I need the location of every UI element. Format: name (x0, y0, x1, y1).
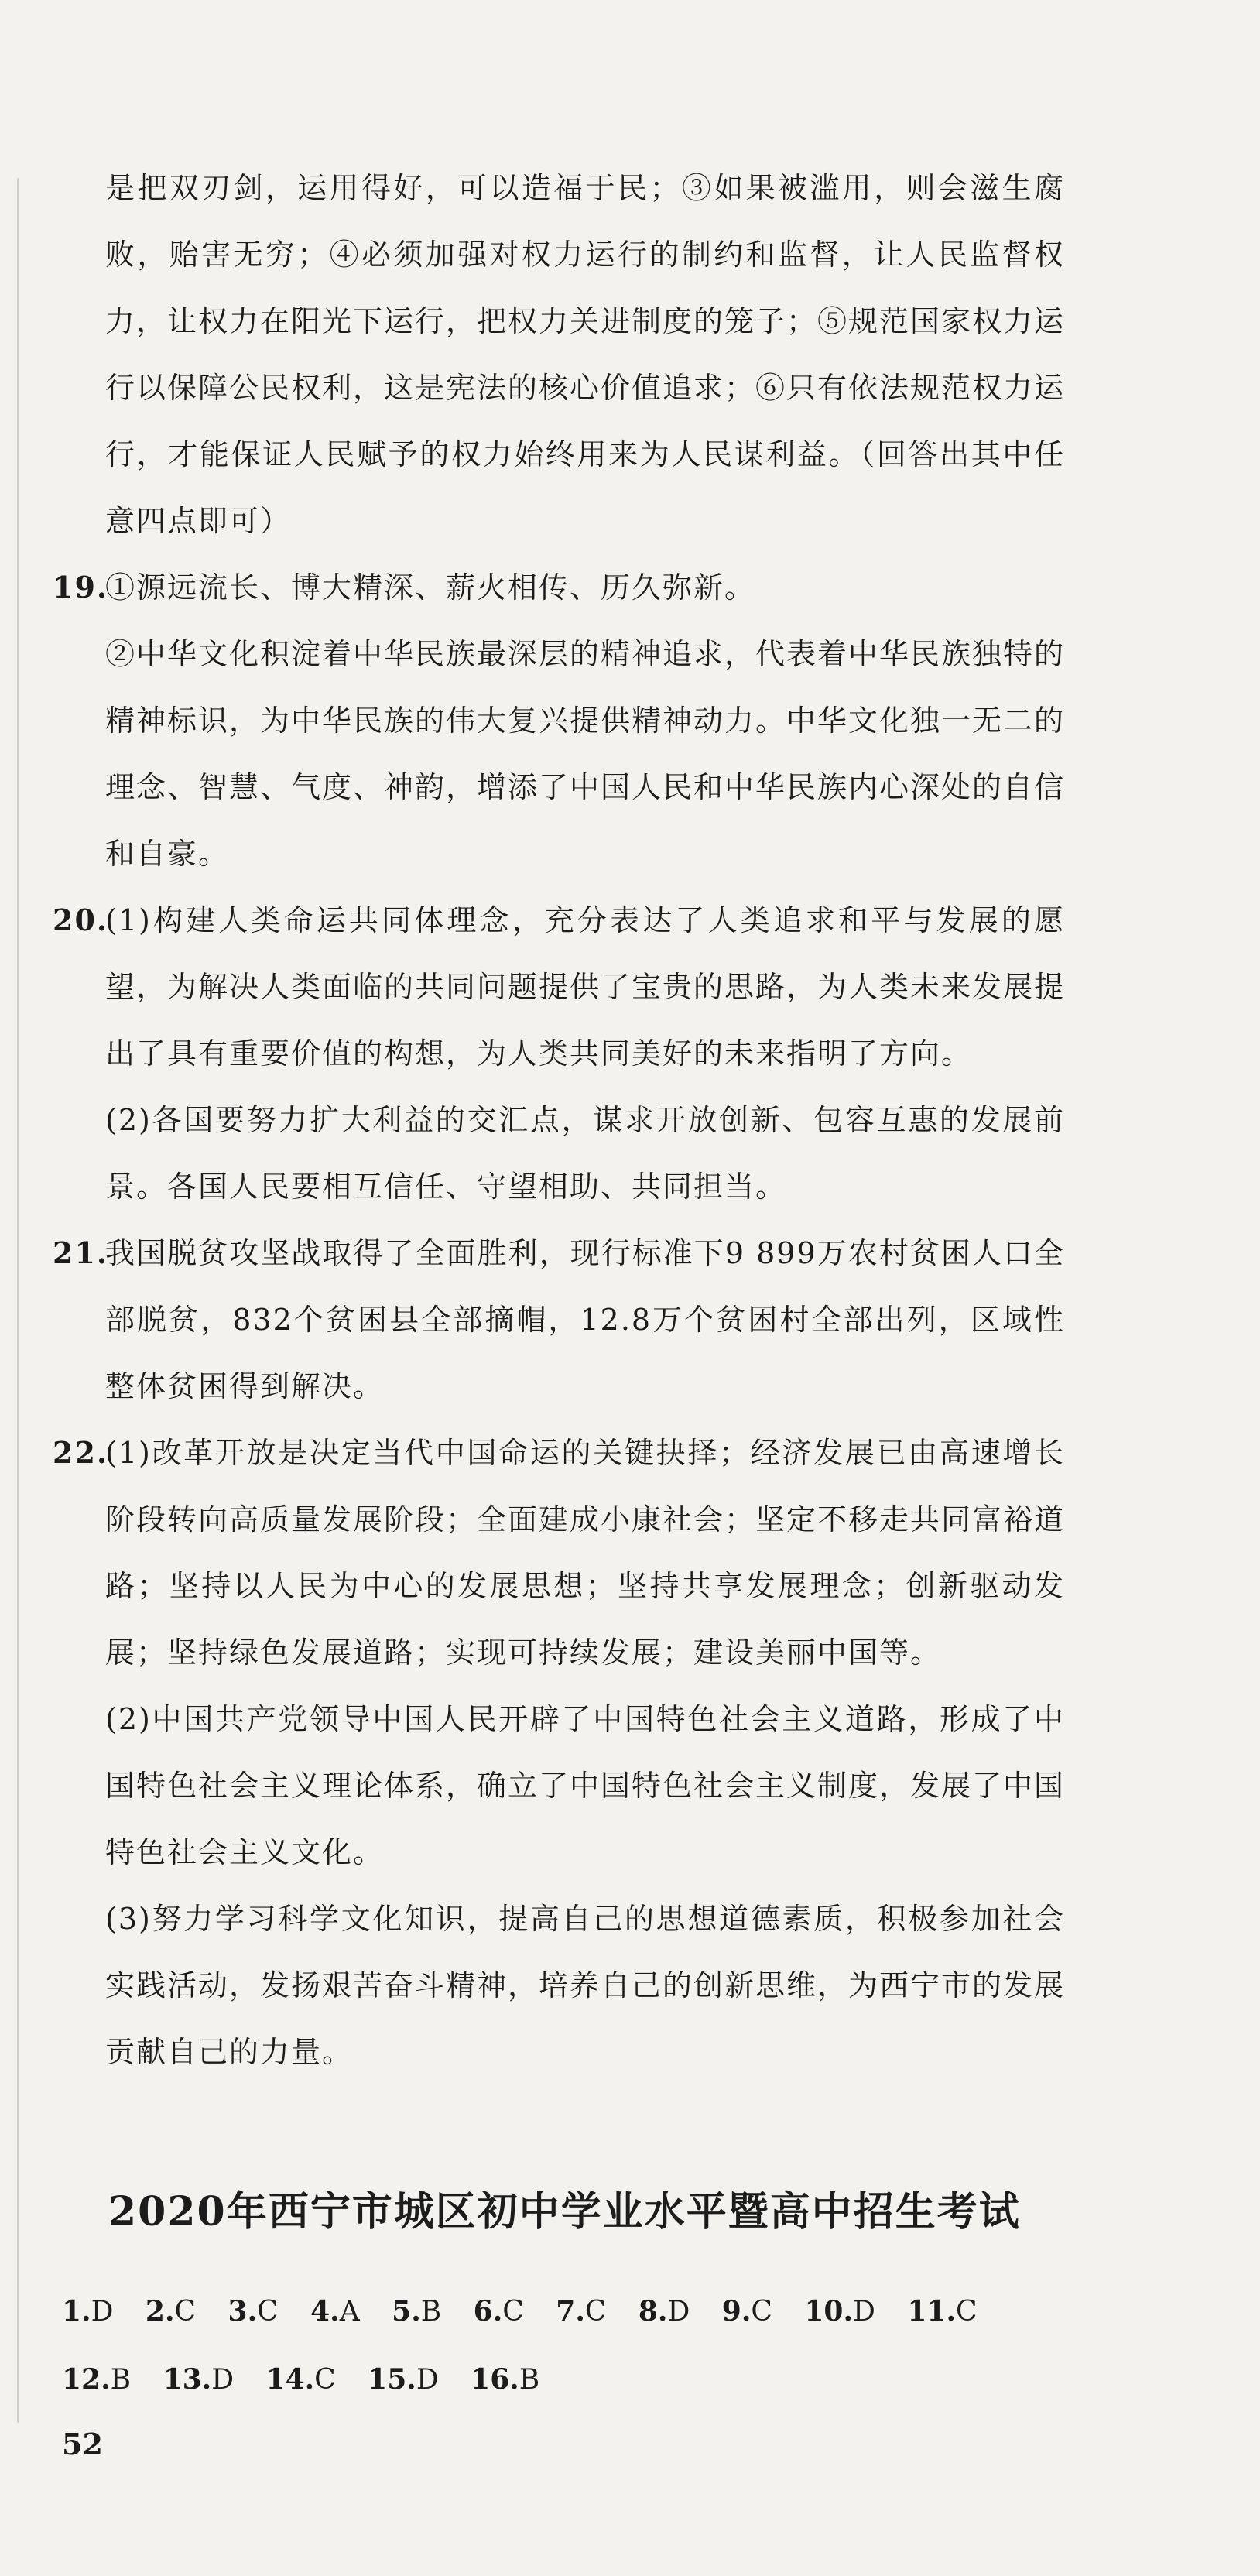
answer-letter: C (502, 2296, 524, 2328)
answer-item (163, 2363, 235, 2396)
answer-number: 12. (62, 2363, 111, 2396)
answer-number: 4. (310, 2295, 340, 2328)
answer-letter: C (257, 2296, 279, 2328)
answer-paragraph: (2)各国要努力扩大利益的交汇点，谋求开放创新、包容互惠的发展前景。各国人民要相互信任、守望相助、共同担当。 (105, 1103, 1065, 1204)
answer-number: 13. (163, 2363, 212, 2396)
answer-item (722, 2295, 772, 2328)
answer-item (474, 2295, 524, 2328)
exam-title: 2020年西宁市城区初中学业水平暨高中招生考试 (108, 2188, 1021, 2235)
answer-number: 9. (721, 2295, 752, 2328)
answer-number: 2. (145, 2295, 175, 2328)
answer-number: 16. (471, 2363, 519, 2396)
answer-number: 5. (392, 2295, 421, 2328)
question-20 (53, 887, 1066, 1220)
question-21 (53, 1220, 1065, 1420)
answer-number: 11. (907, 2295, 956, 2328)
answer-letter: D (416, 2364, 439, 2396)
question-19 (53, 554, 1066, 887)
question-number: 21. (53, 1235, 109, 1270)
answer-item (639, 2295, 690, 2328)
answer-letter: C (751, 2296, 772, 2328)
answer-row (62, 2363, 1001, 2431)
answer-number: 10. (804, 2295, 854, 2328)
page-number: 52 (62, 2427, 103, 2461)
answer-letter: C (314, 2364, 336, 2396)
answer-item (228, 2295, 279, 2328)
answer-letter: C (174, 2296, 197, 2328)
answer-letter: D (853, 2296, 875, 2328)
answer-letter: B (110, 2364, 132, 2396)
answer-paragraph: (2)中国共产党领导中国人民开辟了中国特色社会主义道路，形成了中国特色社会主义理论体系，确立了中国特色社会主义制度，发展了中国特色社会主义文化。 (105, 1702, 1066, 1869)
answer-paragraph: (1)改革开放是决定当代中国命运的关键抉择；经济发展已由高速增长阶段转向高质量发展阶段；全面建成小康社会；坚定不移走共同富裕道路；坚持以人民为中心的发展思想；坚持共享发展理念；创新驱动发展；坚持绿色发展道路；实现可持续发展；建设美丽中国等。 (105, 1436, 1066, 1670)
answer-letter: D (667, 2296, 690, 2328)
answer-letter: D (211, 2364, 235, 2396)
answer-item (266, 2363, 336, 2396)
answer-letter: B (420, 2296, 442, 2328)
answer-number: 8. (638, 2295, 668, 2328)
answer-letter: D (91, 2296, 114, 2328)
answer-page (53, 155, 1066, 2085)
answer-letter: B (519, 2364, 540, 2396)
answer-item (368, 2363, 439, 2396)
answer-number: 14. (265, 2363, 315, 2396)
answer-item (62, 2363, 131, 2396)
answer-paragraph: (1)构建人类命运共同体理念，充分表达了人类追求和平与发展的愿望，为解决人类面临的共同问题提供了宝贵的思路，为人类未来发展提出了具有重要价值的构想，为人类共同美好的未来指明了方向。 (105, 903, 1066, 1070)
answer-item (907, 2295, 977, 2328)
answer-item (471, 2363, 539, 2396)
question-number: 20. (53, 903, 109, 937)
answer-item (556, 2295, 606, 2328)
question-number: 19. (53, 570, 109, 605)
answer-item (804, 2295, 875, 2328)
answer-item (62, 2295, 113, 2328)
question-22 (53, 1420, 1066, 2085)
answer-number: 1. (62, 2295, 91, 2328)
answer-paragraph: (3)努力学习科学文化知识，提高自己的思想道德素质，积极参加社会实践活动，发扬艰苦奋斗精神，培养自己的创新思维，为西宁市的发展贡献自己的力量。 (105, 1902, 1066, 2069)
answer-letter: C (955, 2296, 978, 2328)
answer-item (392, 2295, 441, 2328)
answer-row (62, 2295, 1001, 2363)
answer-number: 15. (368, 2363, 416, 2396)
answer-paragraph: 我国脱贫攻坚战取得了全面胜利，现行标准下9 899万农村贫困人口全部脱贫，832个贫困县全部摘帽，12.8万个贫困村全部出列，区域性整体贫困得到解决。 (105, 1236, 1065, 1403)
answer-number: 3. (228, 2295, 258, 2328)
continuation-paragraph: 是把双刃剑，运用得好，可以造福于民；③如果被滥用，则会滋生腐败，贻害无穷；④必须加强对权力运行的制约和监督，让人民监督权力，让权力在阳光下运行，把权力关进制度的笼子；⑤规范国家权力运行以保障公民权利，这是宪法的核心价值追求；⑥只有依法规范权力运行，才能保证人民赋予的权力始终用来为人民谋利益。（回答出其中任意四点即可） (105, 171, 1066, 538)
answer-paragraph: ②中华文化积淀着中华民族最深层的精神追求，代表着中华民族独特的精神标识，为中华民族的伟大复兴提供精神动力。中华文化独一无二的理念、智慧、气度、神韵，增添了中国人民和中华民族内心深处的自信和自豪。 (105, 637, 1066, 871)
answer-number: 7. (556, 2295, 585, 2328)
answer-item (310, 2295, 360, 2328)
answer-letter: C (584, 2296, 607, 2328)
question-number: 22. (53, 1435, 109, 1470)
answer-number: 6. (473, 2295, 503, 2328)
answer-item (146, 2295, 196, 2328)
answer-paragraph: ①源远流长、博大精深、薪火相传、历久弥新。 (105, 570, 756, 605)
answer-key (62, 2295, 1001, 2431)
answer-letter: A (339, 2296, 360, 2328)
margin-rule (17, 178, 19, 2423)
